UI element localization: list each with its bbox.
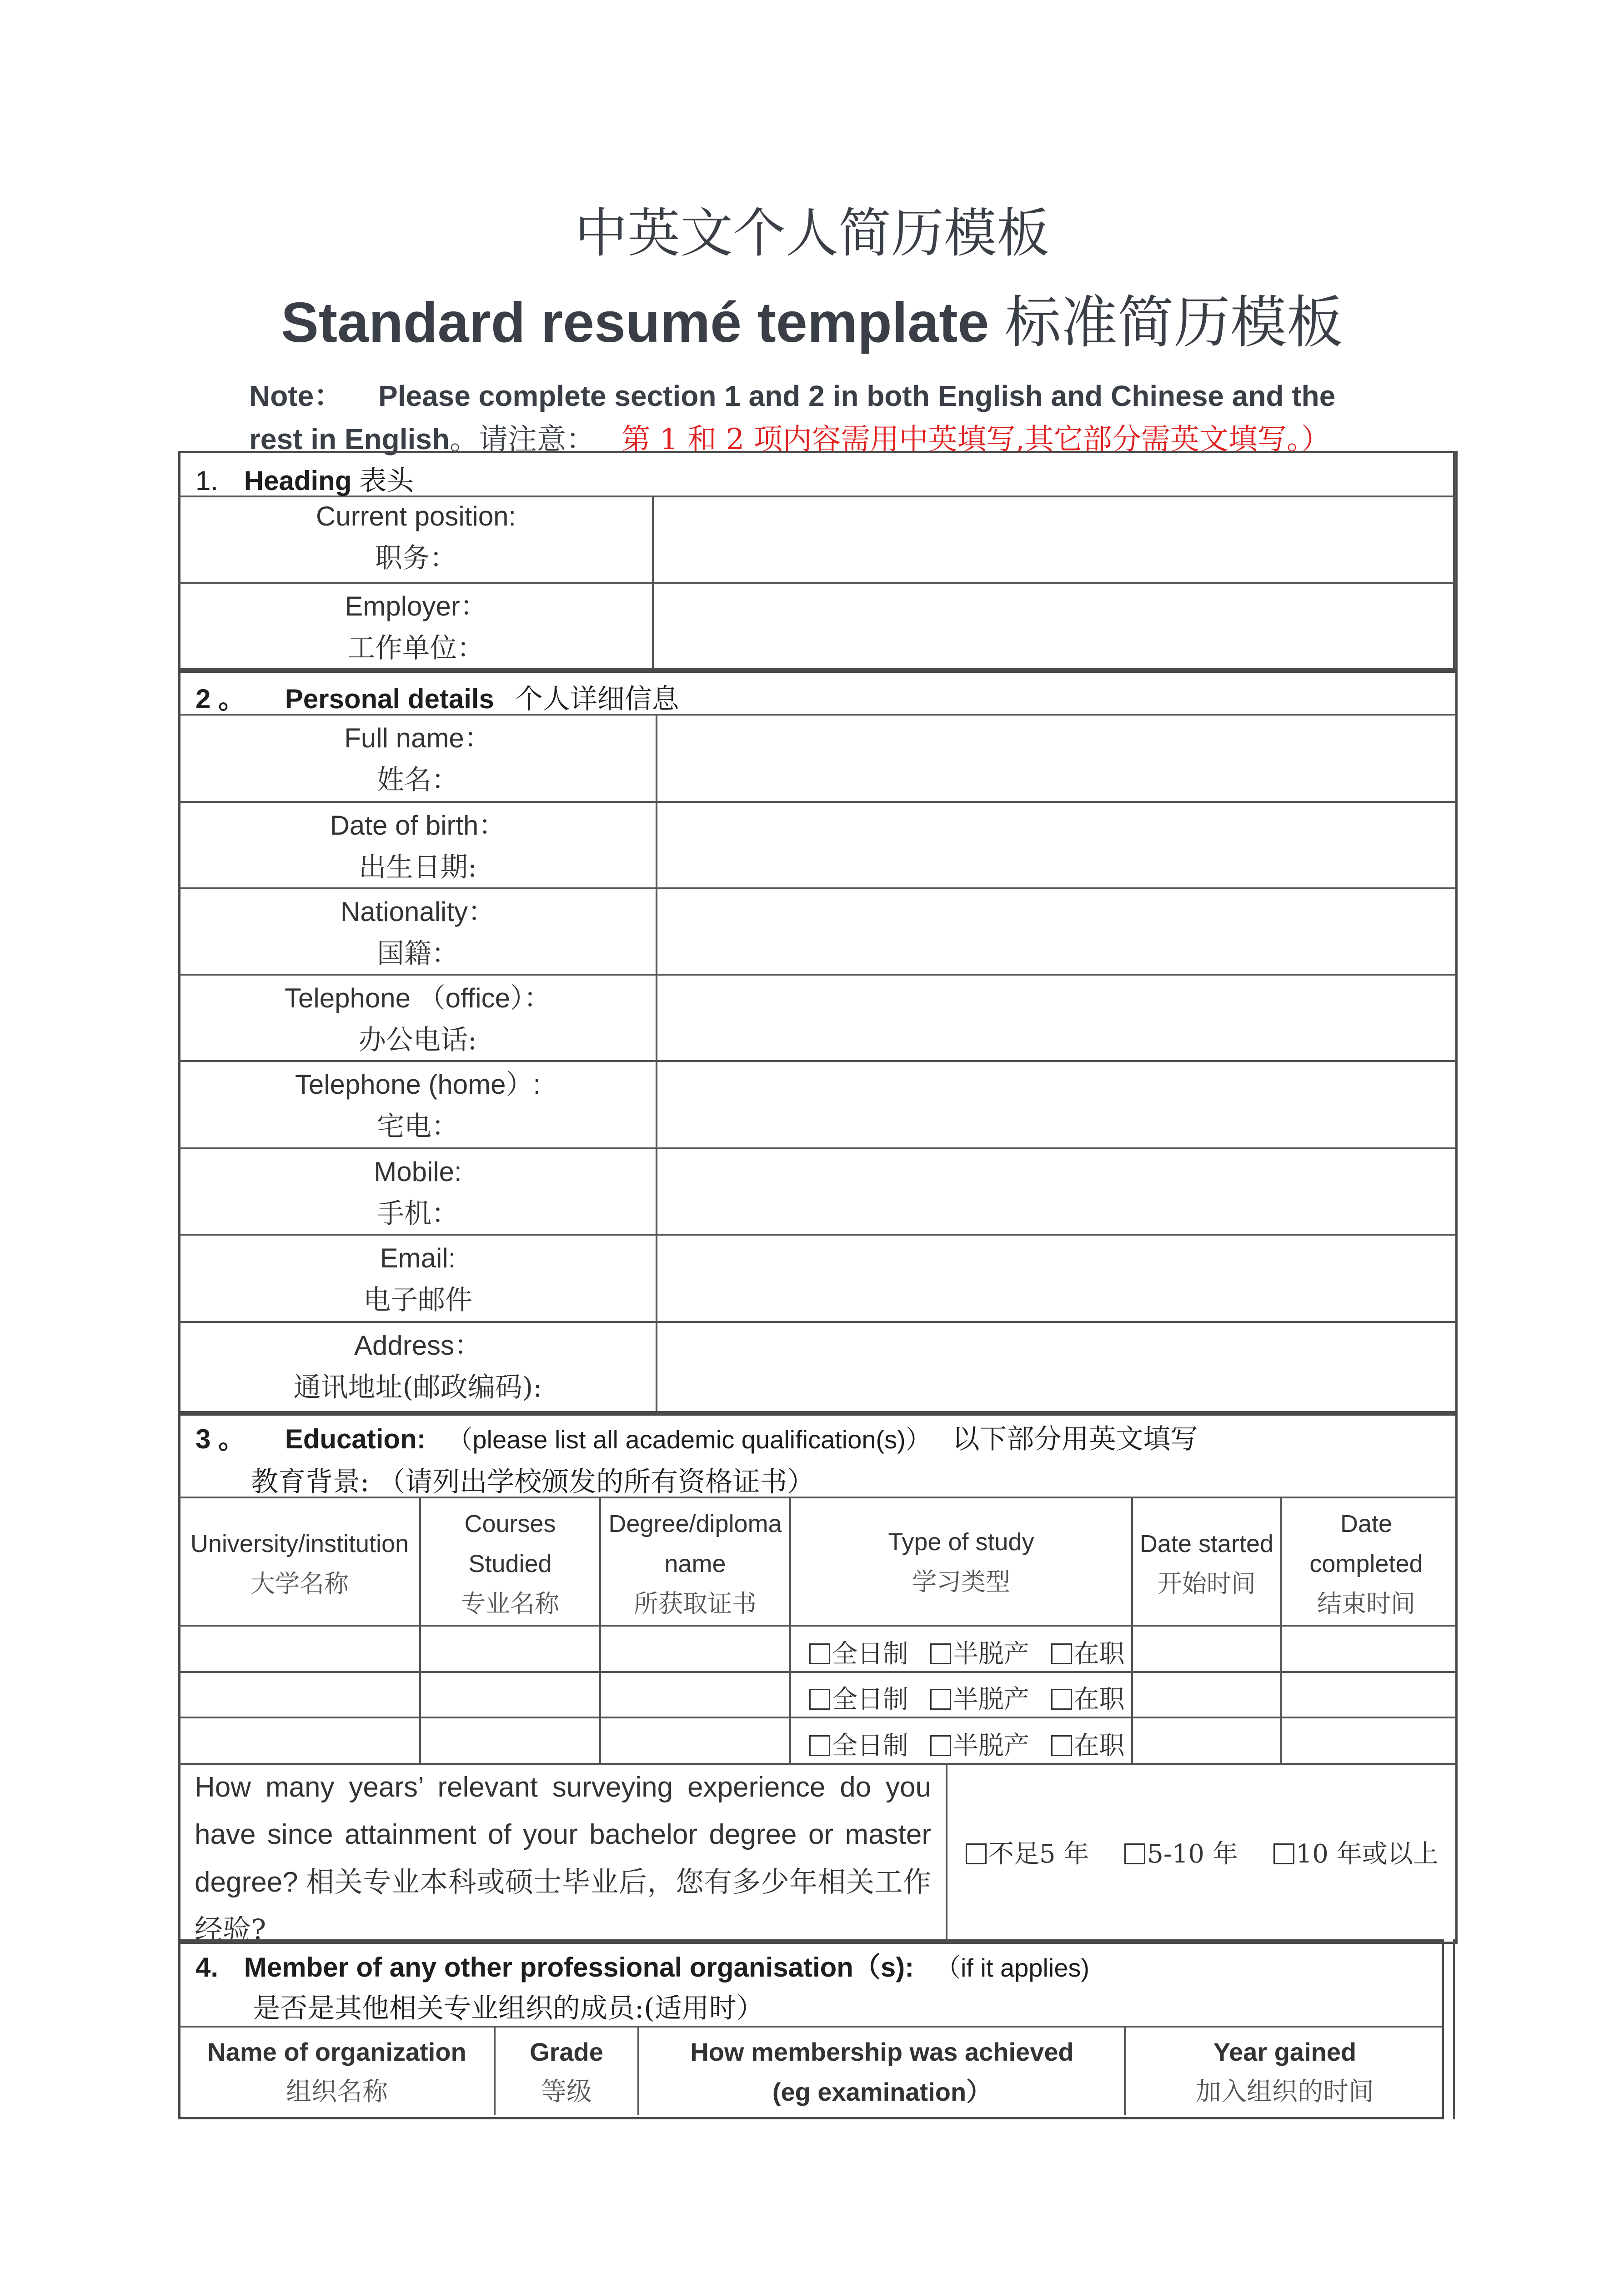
section-3-subheading: 教育背景: （请列出学校颁发的所有资格证书）: [251, 1466, 815, 1498]
note-text-2-red: 第 1 和 2 项内容需用中英填写,其它部分需英文填写。）: [621, 423, 1330, 456]
header-org-name: Name of organization 组织名称: [207, 2038, 466, 2107]
exp-5-10-checkbox[interactable]: 5-10 年: [1124, 1839, 1238, 1869]
fulltime-checkbox[interactable]: 全日制: [809, 1639, 908, 1669]
exp-lt5-checkbox[interactable]: 不足5 年: [966, 1839, 1089, 1869]
title-en: [0, 277, 1624, 358]
title-en-text: Standard resumé template: [281, 291, 989, 354]
section-3-heading: 3 。 Education: （please list all academic qualification(s)） 以下部分用英文填写: [195, 1423, 1198, 1455]
parttime-checkbox[interactable]: 半脱产: [930, 1639, 1029, 1669]
section-4-heading: 4. Member of any other professional organisation（s): （if it applies): [195, 1952, 1090, 1983]
full-name-label: Full name： 姓名：: [344, 723, 491, 796]
section-1-heading: 1. Heading 表头: [195, 465, 414, 497]
nationality-field[interactable]: [658, 889, 1452, 973]
study-type-options-row-3: [809, 1726, 1125, 1762]
title-en-cn: 标准简历模板: [1004, 290, 1343, 355]
fulltime-checkbox[interactable]: 全日制: [809, 1685, 908, 1714]
header-grade: Grade 等级: [530, 2038, 603, 2107]
telephone-home-label: Telephone (home）: 宅电：: [295, 1069, 541, 1142]
header-date-started: Date started 开始时间: [1139, 1530, 1274, 1598]
experience-options: [966, 1834, 1439, 1870]
note-text-2-cn: 。请注意：: [449, 423, 595, 456]
date-of-birth-field[interactable]: [658, 803, 1452, 886]
address-label: Address： 通讯地址(邮政编码):: [293, 1330, 542, 1403]
fulltime-checkbox[interactable]: 全日制: [809, 1731, 908, 1761]
title-cn: 中英文个人简历模板: [575, 203, 1049, 264]
email-label: Email: 电子邮件: [363, 1243, 472, 1316]
note-text-1: Please complete section 1 and 2 in both English and Chinese and the: [378, 380, 1336, 412]
exp-10plus-checkbox[interactable]: 10 年或以上: [1273, 1839, 1439, 1869]
header-type-of-study: Type of study 学习类型: [888, 1528, 1034, 1596]
header-membership: How membership was achieved (eg examination）: [690, 2038, 1074, 2106]
telephone-office-label: Telephone （office）： 办公电话:: [285, 983, 551, 1056]
header-university: University/institution 大学名称: [190, 1530, 409, 1598]
onjob-checkbox[interactable]: 在职: [1051, 1639, 1125, 1669]
onjob-checkbox[interactable]: 在职: [1051, 1685, 1125, 1714]
full-name-field[interactable]: [658, 716, 1452, 800]
telephone-office-field[interactable]: [658, 976, 1452, 1059]
study-type-options-row-1: [809, 1634, 1125, 1670]
employer-label: Employer： 工作单位：: [345, 591, 487, 664]
employer-field[interactable]: [655, 585, 1452, 667]
onjob-checkbox[interactable]: 在职: [1051, 1731, 1125, 1761]
parttime-checkbox[interactable]: 半脱产: [930, 1731, 1029, 1761]
mobile-label: Mobile: 手机：: [374, 1157, 462, 1230]
header-courses: Courses Studied 专业名称: [461, 1510, 559, 1618]
mobile-field[interactable]: [658, 1149, 1452, 1233]
header-date-completed: Date completed 结束时间: [1309, 1510, 1423, 1618]
section-4-subheading: 是否是其他相关专业组织的成员:(适用时）: [253, 1993, 764, 2024]
parttime-checkbox[interactable]: 半脱产: [930, 1685, 1029, 1714]
nationality-label: Nationality： 国籍：: [340, 896, 496, 970]
date-of-birth-label: Date of birth： 出生日期:: [330, 810, 506, 883]
email-field[interactable]: [658, 1236, 1452, 1320]
current-position-label: Current position: 职务：: [316, 501, 516, 574]
note-label: Note：: [249, 380, 343, 412]
note-text-2-en: rest in English: [249, 423, 450, 456]
note-line-1: [249, 373, 1431, 415]
current-position-field[interactable]: [655, 497, 1452, 581]
telephone-home-field[interactable]: [658, 1062, 1452, 1147]
experience-question: How many years’ relevant surveying experience do you have since attainment of your bachelor degree or master degree? 相关专业本科或硕士毕业后，您有多少年相关工作经验?: [195, 1772, 931, 1946]
study-type-options-row-2: [809, 1679, 1125, 1716]
address-field[interactable]: [658, 1323, 1452, 1410]
header-degree: Degree/diploma name 所获取证书: [608, 1510, 782, 1618]
header-year-gained: Year gained 加入组织的时间: [1196, 2038, 1374, 2107]
section-2-heading: 2 。 Personal details 个人详细信息: [195, 683, 679, 715]
